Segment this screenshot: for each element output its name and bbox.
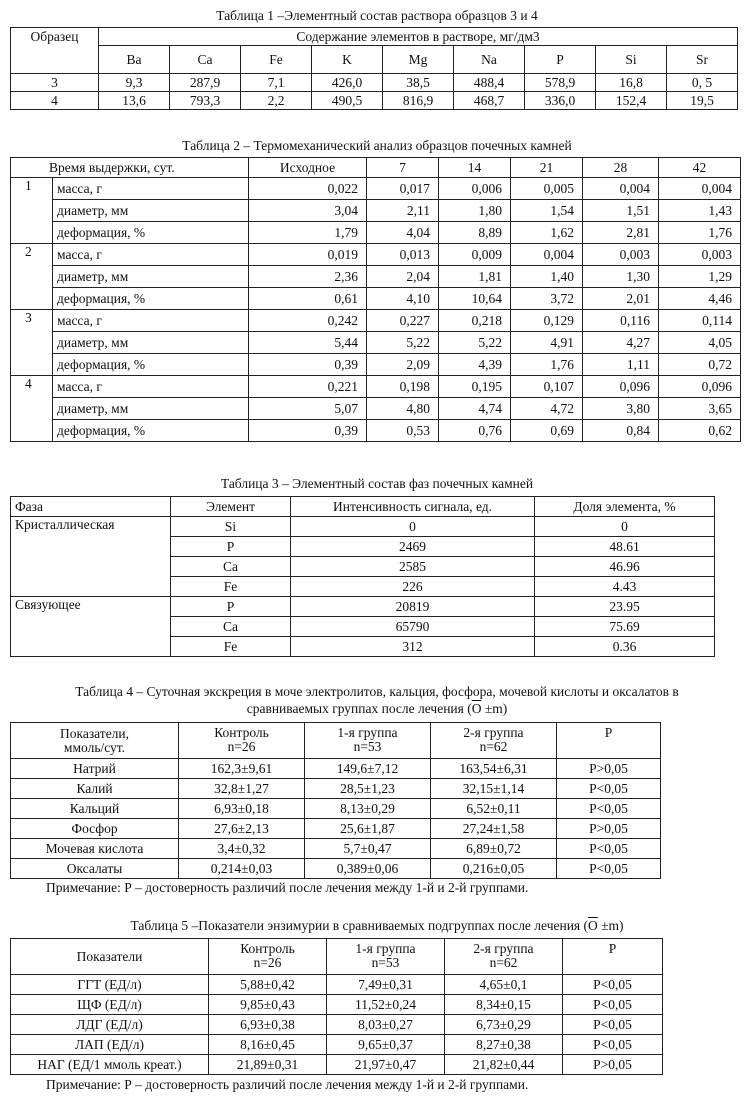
table2-value-cell: 0,006 — [439, 178, 511, 200]
table4-value-cell: 32,15±1,14 — [431, 779, 557, 799]
table2-value-cell: 0,005 — [511, 178, 583, 200]
table1-value-cell: 2,2 — [241, 92, 312, 110]
table2-value-cell: 0,242 — [249, 310, 367, 332]
table1-element-header: K — [312, 46, 383, 74]
table-row — [11, 859, 661, 879]
table4-value-cell: 0,216±0,05 — [431, 859, 557, 879]
table4-caption-symbol: $\overline{O}$ — [471, 701, 482, 716]
table2-value-cell: 0,53 — [367, 420, 439, 442]
table-row — [11, 759, 661, 779]
table5-indicator: ЩФ (ЕД/л) — [11, 995, 209, 1015]
table4-caption-pre: сравниваемых группах после лечения ( — [246, 701, 472, 716]
table-row — [11, 200, 741, 222]
table3 — [10, 496, 715, 657]
table2-value-cell: 0,017 — [367, 178, 439, 200]
table5-value-cell: 9,65±0,37 — [327, 1035, 445, 1055]
table1-sample-header-cont — [11, 46, 99, 74]
table2-value-cell: 0,61 — [249, 288, 367, 310]
table1-value-cell: 7,1 — [241, 74, 312, 92]
table1-element-header: Na — [454, 46, 525, 74]
table5-value-cell: 6,73±0,29 — [445, 1015, 563, 1035]
table1-element-header: Fe — [241, 46, 312, 74]
table2-value-cell: 0,004 — [583, 178, 659, 200]
table4-p-header: P — [557, 723, 661, 759]
table1-value-cell: 336,0 — [525, 92, 596, 110]
table5-value-cell: 11,52±0,24 — [327, 995, 445, 1015]
table-row — [11, 975, 663, 995]
table2-value-cell: 0,022 — [249, 178, 367, 200]
table2-value-cell: 0,004 — [511, 244, 583, 266]
table2-value-cell: 0,72 — [659, 354, 741, 376]
table5-value-cell: 21,82±0,44 — [445, 1055, 563, 1075]
table2-row-label: диаметр, мм — [53, 266, 249, 288]
table4-value-cell: P<0,05 — [557, 779, 661, 799]
table3-value-cell: 2585 — [291, 557, 535, 577]
table-row — [11, 517, 715, 537]
table4-caption-post: ±m) — [481, 701, 508, 716]
table1-value-cell: 16,8 — [596, 74, 667, 92]
table2-value-cell: 2,09 — [367, 354, 439, 376]
table-row — [11, 354, 741, 376]
table4-group-header: 2-я группа n=62 — [431, 723, 557, 759]
table3-value-cell: Ca — [171, 557, 291, 577]
table-row — [11, 266, 741, 288]
table2-column-header: 21 — [511, 158, 583, 178]
table2-value-cell: 0,003 — [583, 244, 659, 266]
table3-value-cell: 46.96 — [535, 557, 715, 577]
table5-caption: Таблица 5 –Показатели энзимурии в сравниваемых подгруппах после лечения $(\overline{O} \pm m)$ — [130, 918, 624, 933]
table5 — [10, 938, 663, 1075]
table3-value-cell: 48.61 — [535, 537, 715, 557]
table2-value-cell: 3,80 — [583, 398, 659, 420]
table3-caption: Таблица 3 – Элементный состав фаз почечных камней — [220, 476, 534, 491]
table-row — [11, 597, 715, 617]
table4-value-cell: 0,214±0,03 — [179, 859, 305, 879]
table5-caption-symbol: $\overline{O}$ — [588, 918, 598, 933]
table1-value-cell: 287,9 — [170, 74, 241, 92]
table1-value-cell: 816,9 — [383, 92, 454, 110]
table-row — [11, 398, 741, 420]
table2-value-cell: 0,114 — [659, 310, 741, 332]
table-row — [11, 244, 741, 266]
table5-indicator: ГГТ (ЕД/л) — [11, 975, 209, 995]
table4-value-cell: 27,24±1,58 — [431, 819, 557, 839]
table4-group-header: 1-я группа n=53 — [305, 723, 431, 759]
table2-value-cell: 1,79 — [249, 222, 367, 244]
table3-phase-name: Кристаллическая — [11, 517, 171, 597]
table3-value-cell: 0 — [535, 517, 715, 537]
table2-value-cell: 0,198 — [367, 376, 439, 398]
table4-indicator: Оксалаты — [11, 859, 179, 879]
table5-value-cell: P<0,05 — [563, 1035, 663, 1055]
table4-value-cell: 32,8±1,27 — [179, 779, 305, 799]
table4-value-cell: 25,6±1,87 — [305, 819, 431, 839]
table1-value-cell: 578,9 — [525, 74, 596, 92]
table3-column-header: Доля элемента, % — [535, 497, 715, 517]
table5-value-cell: 5,88±0,42 — [209, 975, 327, 995]
table3-column-header: Элемент — [171, 497, 291, 517]
table2-value-cell: 0,096 — [659, 376, 741, 398]
table4-value-cell: 6,89±0,72 — [431, 839, 557, 859]
table3-column-header: Интенсивность сигнала, ед. — [291, 497, 535, 517]
table2-row-label: масса, г — [53, 178, 249, 200]
table2-sample-id: 1 — [11, 178, 53, 244]
table2-value-cell: 4,91 — [511, 332, 583, 354]
table1-sample-header: Образец — [11, 28, 99, 46]
table1-value-cell: 0, 5 — [667, 74, 738, 92]
table2-column-header: 14 — [439, 158, 511, 178]
table2-value-cell: 2,11 — [367, 200, 439, 222]
table2-value-cell: 0,195 — [439, 376, 511, 398]
table2-time-header: Время выдержки, сут. — [11, 158, 249, 178]
table4-value-cell: 0,389±0,06 — [305, 859, 431, 879]
table-row — [11, 178, 741, 200]
table2-sample-id: 3 — [11, 310, 53, 376]
table1-element-header: Sr — [667, 46, 738, 74]
table2-value-cell: 4,27 — [583, 332, 659, 354]
table2-value-cell: 4,46 — [659, 288, 741, 310]
table3-value-cell: 65790 — [291, 617, 535, 637]
table5-value-cell: 8,34±0,15 — [445, 995, 563, 1015]
table2-value-cell: 5,22 — [367, 332, 439, 354]
table2-row-label: деформация, % — [53, 354, 249, 376]
table-row — [11, 310, 741, 332]
table4-indicator: Натрий — [11, 759, 179, 779]
table2-value-cell: 8,89 — [439, 222, 511, 244]
table1-element-header: Si — [596, 46, 667, 74]
table5-value-cell: 21,89±0,31 — [209, 1055, 327, 1075]
table5-group-header: Контроль n=26 — [209, 939, 327, 975]
table3-value-cell: Fe — [171, 577, 291, 597]
table-row — [11, 332, 741, 354]
table2-value-cell: 2,01 — [583, 288, 659, 310]
table2-value-cell: 0,003 — [659, 244, 741, 266]
table5-value-cell: 7,49±0,31 — [327, 975, 445, 995]
table2-value-cell: 4,39 — [439, 354, 511, 376]
table2-value-cell: 3,72 — [511, 288, 583, 310]
table1-value-cell: 468,7 — [454, 92, 525, 110]
table-row — [11, 222, 741, 244]
table-row — [11, 376, 741, 398]
table3-phase-name: Связующее — [11, 597, 171, 657]
table2-value-cell: 4,05 — [659, 332, 741, 354]
table2-value-cell: 0,013 — [367, 244, 439, 266]
table3-value-cell: P — [171, 537, 291, 557]
table1-sample-cell: 4 — [11, 92, 99, 110]
table2-value-cell: 0,019 — [249, 244, 367, 266]
table2-value-cell: 10,64 — [439, 288, 511, 310]
table2-value-cell: 0,62 — [659, 420, 741, 442]
table2 — [10, 157, 741, 442]
table5-value-cell: 21,97±0,47 — [327, 1055, 445, 1075]
table4-indicator: Кальций — [11, 799, 179, 819]
table4-caption-line1: Таблица 4 – Суточная экскреция в моче электролитов, кальция, фосфора, мочевой кислоты и оксалатов в — [75, 684, 679, 699]
table1-caption: Таблица 1 –Элементный состав раствора образцов 3 и 4 — [216, 8, 538, 23]
table1 — [10, 27, 738, 110]
table4-value-cell: 163,54±6,31 — [431, 759, 557, 779]
table4-group-header: Контроль n=26 — [179, 723, 305, 759]
table2-value-cell: 1,29 — [659, 266, 741, 288]
table2-value-cell: 1,40 — [511, 266, 583, 288]
table4-value-cell: P<0,05 — [557, 799, 661, 819]
table2-value-cell: 1,76 — [659, 222, 741, 244]
table2-value-cell: 0,129 — [511, 310, 583, 332]
table3-value-cell: Fe — [171, 637, 291, 657]
table2-column-header: 42 — [659, 158, 741, 178]
table-row — [11, 92, 738, 110]
table4-value-cell: 162,3±9,61 — [179, 759, 305, 779]
table3-value-cell: P — [171, 597, 291, 617]
table2-value-cell: 0,39 — [249, 354, 367, 376]
table2-value-cell: 1,80 — [439, 200, 511, 222]
table2-value-cell: 0,116 — [583, 310, 659, 332]
table4-indicator: Калий — [11, 779, 179, 799]
table2-value-cell: 1,62 — [511, 222, 583, 244]
table2-value-cell: 2,04 — [367, 266, 439, 288]
table2-value-cell: 0,221 — [249, 376, 367, 398]
table1-element-header: Mg — [383, 46, 454, 74]
table3-value-cell: 0 — [291, 517, 535, 537]
table2-row-label: деформация, % — [53, 288, 249, 310]
table-row — [11, 288, 741, 310]
table2-row-label: диаметр, мм — [53, 398, 249, 420]
table2-value-cell: 5,07 — [249, 398, 367, 420]
table4-indicator: Мочевая кислота — [11, 839, 179, 859]
table2-column-header: 28 — [583, 158, 659, 178]
table1-element-header: P — [525, 46, 596, 74]
table4-value-cell: P<0,05 — [557, 839, 661, 859]
table4-value-cell: 5,7±0,47 — [305, 839, 431, 859]
table2-value-cell: 0,76 — [439, 420, 511, 442]
table5-indicator: ЛДГ (ЕД/л) — [11, 1015, 209, 1035]
table2-value-cell: 0,69 — [511, 420, 583, 442]
table2-value-cell: 2,81 — [583, 222, 659, 244]
table-row — [11, 1035, 663, 1055]
table5-group-header: 1-я группа n=53 — [327, 939, 445, 975]
table-row — [11, 799, 661, 819]
table5-value-cell: 8,16±0,45 — [209, 1035, 327, 1055]
table2-value-cell: 0,009 — [439, 244, 511, 266]
table3-value-cell: Ca — [171, 617, 291, 637]
table4 — [10, 722, 661, 879]
table1-value-cell: 13,6 — [99, 92, 170, 110]
table2-value-cell: 4,72 — [511, 398, 583, 420]
table2-value-cell: 3,04 — [249, 200, 367, 222]
table2-value-cell: 1,11 — [583, 354, 659, 376]
table4-value-cell: P>0,05 — [557, 759, 661, 779]
table1-value-cell: 488,4 — [454, 74, 525, 92]
table1-content-header: Содержание элементов в растворе, мг/дм3 — [99, 28, 738, 46]
table2-value-cell: 4,04 — [367, 222, 439, 244]
table5-indicator: НАГ (ЕД/1 ммоль креат.) — [11, 1055, 209, 1075]
table4-caption-line2 — [0, 701, 754, 717]
table4-value-cell: P>0,05 — [557, 819, 661, 839]
table-row — [11, 74, 738, 92]
table2-row-label: масса, г — [53, 310, 249, 332]
table4-value-cell: 27,6±2,13 — [179, 819, 305, 839]
table2-value-cell: 4,80 — [367, 398, 439, 420]
table2-sample-id: 4 — [11, 376, 53, 442]
table3-value-cell: 2469 — [291, 537, 535, 557]
table3-value-cell: Si — [171, 517, 291, 537]
table5-group-header: 2-я группа n=62 — [445, 939, 563, 975]
table2-value-cell: 1,76 — [511, 354, 583, 376]
table2-value-cell: 0,004 — [659, 178, 741, 200]
table2-value-cell: 3,65 — [659, 398, 741, 420]
table4-value-cell: 28,5±1,23 — [305, 779, 431, 799]
table5-p-header: P — [563, 939, 663, 975]
table1-value-cell: 793,3 — [170, 92, 241, 110]
table5-value-cell: P>0,05 — [563, 1055, 663, 1075]
table2-value-cell: 0,227 — [367, 310, 439, 332]
table1-value-cell: 490,5 — [312, 92, 383, 110]
table4-indicator: Фосфор — [11, 819, 179, 839]
table-row — [11, 779, 661, 799]
table5-value-cell: 8,03±0,27 — [327, 1015, 445, 1035]
table4-note: Примечание: Р – достоверность различий после лечения между 1-й и 2-й группами. — [46, 880, 529, 895]
table5-value-cell: 9,85±0,43 — [209, 995, 327, 1015]
table5-value-cell: 6,93±0,38 — [209, 1015, 327, 1035]
table2-row-label: масса, г — [53, 244, 249, 266]
table2-row-label: деформация, % — [53, 222, 249, 244]
table4-value-cell: 6,93±0,18 — [179, 799, 305, 819]
table5-indicator-header: Показатели — [11, 939, 209, 975]
table2-value-cell: 2,36 — [249, 266, 367, 288]
table3-value-cell: 4.43 — [535, 577, 715, 597]
table4-value-cell: P<0,05 — [557, 859, 661, 879]
table3-column-header: Фаза — [11, 497, 171, 517]
table1-value-cell: 9,3 — [99, 74, 170, 92]
table2-column-header: Исходное — [249, 158, 367, 178]
table3-value-cell: 20819 — [291, 597, 535, 617]
table4-indicator-header: Показатели, ммоль/сут. — [11, 723, 179, 759]
table2-row-label: диаметр, мм — [53, 200, 249, 222]
table4-value-cell: 149,6±7,12 — [305, 759, 431, 779]
table2-value-cell: 4,74 — [439, 398, 511, 420]
table2-value-cell: 4,10 — [367, 288, 439, 310]
table2-value-cell: 0,39 — [249, 420, 367, 442]
table2-value-cell: 1,30 — [583, 266, 659, 288]
table2-value-cell: 1,51 — [583, 200, 659, 222]
table5-value-cell: 8,27±0,38 — [445, 1035, 563, 1055]
table-row — [11, 839, 661, 859]
table5-value-cell: P<0,05 — [563, 995, 663, 1015]
table-row — [11, 1055, 663, 1075]
table3-value-cell: 312 — [291, 637, 535, 657]
table3-value-cell: 0.36 — [535, 637, 715, 657]
table2-row-label: масса, г — [53, 376, 249, 398]
table2-column-header: 7 — [367, 158, 439, 178]
table2-value-cell: 0,84 — [583, 420, 659, 442]
table2-row-label: диаметр, мм — [53, 332, 249, 354]
table3-value-cell: 23.95 — [535, 597, 715, 617]
table-row — [11, 819, 661, 839]
table5-note: Примечание: Р – достоверность различий после лечения между 1-й и 2-й группами. — [46, 1077, 529, 1092]
table1-value-cell: 38,5 — [383, 74, 454, 92]
table1-element-header: Ca — [170, 46, 241, 74]
table2-caption: Таблица 2 – Термомеханический анализ образцов почечных камней — [182, 138, 572, 153]
table4-value-cell: 8,13±0,29 — [305, 799, 431, 819]
table1-value-cell: 152,4 — [596, 92, 667, 110]
table1-value-cell: 19,5 — [667, 92, 738, 110]
table1-element-header: Ba — [99, 46, 170, 74]
table3-value-cell: 75.69 — [535, 617, 715, 637]
table2-value-cell: 0,096 — [583, 376, 659, 398]
table4-value-cell: 6,52±0,11 — [431, 799, 557, 819]
table2-value-cell: 5,44 — [249, 332, 367, 354]
table2-value-cell: 0,218 — [439, 310, 511, 332]
table2-value-cell: 1,54 — [511, 200, 583, 222]
table2-value-cell: 1,81 — [439, 266, 511, 288]
table5-value-cell: 4,65±0,1 — [445, 975, 563, 995]
table5-value-cell: P<0,05 — [563, 1015, 663, 1035]
table-row — [11, 995, 663, 1015]
table3-value-cell: 226 — [291, 577, 535, 597]
table4-value-cell: 3,4±0,32 — [179, 839, 305, 859]
table-row — [11, 420, 741, 442]
table1-value-cell: 426,0 — [312, 74, 383, 92]
table2-sample-id: 2 — [11, 244, 53, 310]
table5-value-cell: P<0,05 — [563, 975, 663, 995]
table5-indicator: ЛАП (ЕД/л) — [11, 1035, 209, 1055]
table2-value-cell: 1,43 — [659, 200, 741, 222]
table2-value-cell: 5,22 — [439, 332, 511, 354]
table2-row-label: деформация, % — [53, 420, 249, 442]
table2-value-cell: 0,107 — [511, 376, 583, 398]
table1-sample-cell: 3 — [11, 74, 99, 92]
table-row — [11, 1015, 663, 1035]
